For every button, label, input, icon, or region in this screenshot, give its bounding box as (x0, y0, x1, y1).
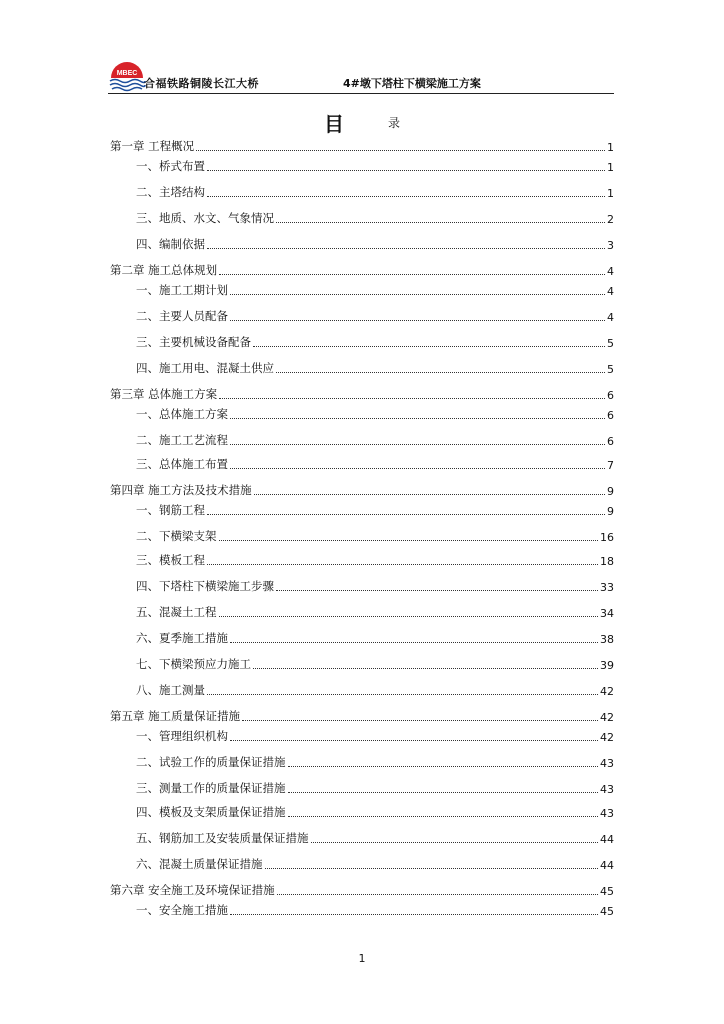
toc-entry-page: 18 (600, 555, 614, 568)
toc-section-entry[interactable] (136, 804, 614, 820)
toc-entry-label: 二、下横梁支架 (136, 529, 217, 543)
toc-section-entry[interactable] (136, 604, 614, 620)
toc-section-entry[interactable] (136, 406, 614, 422)
toc-chapter-entry[interactable] (110, 138, 614, 154)
mbec-logo (108, 60, 146, 92)
toc-leader-dots (253, 346, 605, 347)
toc-entry-label: 六、夏季施工措施 (136, 631, 228, 645)
toc-leader-dots (276, 590, 598, 591)
toc-leader-dots (219, 540, 599, 541)
toc-entry-label: 三、测量工作的质量保证措施 (136, 781, 286, 795)
toc-entry-page: 6 (607, 435, 614, 448)
toc-entry-label: 三、地质、水文、气象情况 (136, 211, 274, 225)
toc-entry-label: 一、管理组织机构 (136, 729, 228, 743)
toc-leader-dots (219, 274, 605, 275)
toc-leader-dots (265, 868, 599, 869)
toc-entry-label: 第六章 安全施工及环境保证措施 (110, 883, 275, 897)
toc-chapter-entry[interactable] (110, 882, 614, 898)
toc-section-entry[interactable] (136, 308, 614, 324)
toc-section-entry[interactable] (136, 656, 614, 672)
toc-leader-dots (242, 720, 598, 721)
toc-section-entry[interactable] (136, 552, 614, 568)
toc-section-entry[interactable] (136, 236, 614, 252)
toc-entry-page: 45 (600, 905, 614, 918)
toc-leader-dots (276, 222, 605, 223)
toc-section-entry[interactable] (136, 728, 614, 744)
toc-leader-dots (219, 398, 605, 399)
toc-section-entry[interactable] (136, 902, 614, 918)
toc-leader-dots (230, 468, 605, 469)
toc-section-entry[interactable] (136, 502, 614, 518)
toc-entry-page: 4 (607, 311, 614, 324)
toc-leader-dots (219, 616, 599, 617)
toc-entry-page: 42 (600, 685, 614, 698)
toc-entry-label: 一、桥式布置 (136, 159, 205, 173)
toc-entry-label: 二、主要人员配备 (136, 309, 228, 323)
toc-heading-part2: 录 (388, 116, 401, 130)
toc-entry-label: 四、施工用电、混凝土供应 (136, 361, 274, 375)
toc-entry-page: 1 (607, 141, 614, 154)
toc-entry-page: 45 (600, 885, 614, 898)
toc-section-entry[interactable] (136, 528, 614, 544)
toc-entry-label: 一、施工工期计划 (136, 283, 228, 297)
toc-entry-label: 一、安全施工措施 (136, 903, 228, 917)
toc-entry-label: 二、主塔结构 (136, 185, 205, 199)
toc-entry-label: 第二章 施工总体规划 (110, 263, 218, 277)
toc-entry-page: 7 (607, 459, 614, 472)
toc-heading (0, 108, 724, 134)
toc-entry-page: 43 (600, 807, 614, 820)
toc-entry-label: 二、试验工作的质量保证措施 (136, 755, 286, 769)
toc-leader-dots (207, 514, 605, 515)
toc-entry-label: 八、施工测量 (136, 683, 205, 697)
toc-leader-dots (230, 320, 605, 321)
toc-entry-page: 44 (600, 859, 614, 872)
toc-entry-page: 33 (600, 581, 614, 594)
toc-leader-dots (277, 894, 598, 895)
toc-chapter-entry[interactable] (110, 482, 614, 498)
toc-section-entry[interactable] (136, 158, 614, 174)
toc-leader-dots (288, 766, 599, 767)
toc-leader-dots (288, 816, 599, 817)
page-number: 1 (358, 952, 366, 965)
toc-leader-dots (196, 150, 605, 151)
toc-entry-page: 34 (600, 607, 614, 620)
toc-section-entry[interactable] (136, 630, 614, 646)
toc-entry-page: 16 (600, 531, 614, 544)
toc-entry-label: 第四章 施工方法及技术措施 (110, 483, 252, 497)
toc-leader-dots (230, 740, 598, 741)
toc-leader-dots (230, 444, 605, 445)
toc-leader-dots (276, 372, 605, 373)
toc-entry-label: 第一章 工程概况 (110, 139, 195, 153)
toc-entry-label: 六、混凝土质量保证措施 (136, 857, 263, 871)
toc-entry-page: 38 (600, 633, 614, 646)
toc-leader-dots (253, 668, 598, 669)
toc-leader-dots (230, 418, 605, 419)
table-of-contents (110, 138, 614, 928)
toc-entry-label: 一、总体施工方案 (136, 407, 228, 421)
page-header (108, 58, 614, 94)
toc-entry-page: 43 (600, 757, 614, 770)
toc-entry-label: 三、主要机械设备配备 (136, 335, 251, 349)
toc-entry-label: 四、下塔柱下横梁施工步骤 (136, 579, 274, 593)
toc-leader-dots (207, 694, 598, 695)
toc-entry-page: 6 (607, 389, 614, 402)
toc-entry-label: 第五章 施工质量保证措施 (110, 709, 241, 723)
toc-chapter-entry[interactable] (110, 386, 614, 402)
toc-entry-page: 1 (607, 161, 614, 174)
toc-section-entry[interactable] (136, 754, 614, 770)
toc-entry-page: 3 (607, 239, 614, 252)
toc-section-entry[interactable] (136, 830, 614, 846)
toc-entry-page: 5 (607, 337, 614, 350)
organization-name: 合福铁路铜陵长江大桥 (144, 77, 259, 90)
toc-section-entry[interactable] (136, 578, 614, 594)
toc-entry-page: 9 (607, 505, 614, 518)
toc-section-entry[interactable] (136, 780, 614, 796)
toc-section-entry[interactable] (136, 682, 614, 698)
toc-chapter-entry[interactable] (110, 708, 614, 724)
toc-leader-dots (230, 642, 598, 643)
toc-entry-label: 二、施工工艺流程 (136, 433, 228, 447)
toc-entry-page: 4 (607, 285, 614, 298)
toc-entry-page: 2 (607, 213, 614, 226)
toc-entry-label: 五、混凝土工程 (136, 605, 217, 619)
toc-leader-dots (288, 792, 599, 793)
toc-entry-label: 第三章 总体施工方案 (110, 387, 218, 401)
toc-leader-dots (311, 842, 599, 843)
toc-entry-label: 三、模板工程 (136, 553, 205, 567)
toc-section-entry[interactable] (136, 184, 614, 200)
toc-leader-dots (207, 170, 605, 171)
toc-leader-dots (207, 248, 605, 249)
toc-section-entry[interactable] (136, 282, 614, 298)
toc-section-entry[interactable] (136, 456, 614, 472)
toc-heading-part1: 目 (324, 112, 344, 136)
toc-leader-dots (207, 196, 605, 197)
toc-entry-page: 43 (600, 783, 614, 796)
toc-section-entry[interactable] (136, 856, 614, 872)
toc-leader-dots (207, 564, 598, 565)
toc-entry-label: 五、钢筋加工及安装质量保证措施 (136, 831, 309, 845)
toc-chapter-entry[interactable] (110, 262, 614, 278)
toc-entry-page: 4 (607, 265, 614, 278)
toc-leader-dots (230, 294, 605, 295)
toc-entry-page: 9 (607, 485, 614, 498)
toc-entry-label: 一、钢筋工程 (136, 503, 205, 517)
toc-section-entry[interactable] (136, 210, 614, 226)
toc-section-entry[interactable] (136, 334, 614, 350)
toc-entry-label: 四、编制依据 (136, 237, 205, 251)
toc-entry-page: 1 (607, 187, 614, 200)
toc-entry-page: 42 (600, 711, 614, 724)
toc-entry-label: 四、模板及支架质量保证措施 (136, 805, 286, 819)
toc-entry-page: 44 (600, 833, 614, 846)
toc-entry-page: 42 (600, 731, 614, 744)
toc-entry-page: 39 (600, 659, 614, 672)
toc-entry-label: 七、下横梁预应力施工 (136, 657, 251, 671)
toc-entry-page: 5 (607, 363, 614, 376)
header-rule (108, 93, 614, 94)
logo-text: MBEC (116, 70, 138, 77)
toc-leader-dots (230, 914, 598, 915)
toc-entry-page: 6 (607, 409, 614, 422)
toc-entry-label: 三、总体施工布置 (136, 457, 228, 471)
toc-leader-dots (254, 494, 605, 495)
document-title: 4#墩下塔柱下横梁施工方案 (343, 77, 481, 90)
toc-section-entry[interactable] (136, 432, 614, 448)
toc-section-entry[interactable] (136, 360, 614, 376)
